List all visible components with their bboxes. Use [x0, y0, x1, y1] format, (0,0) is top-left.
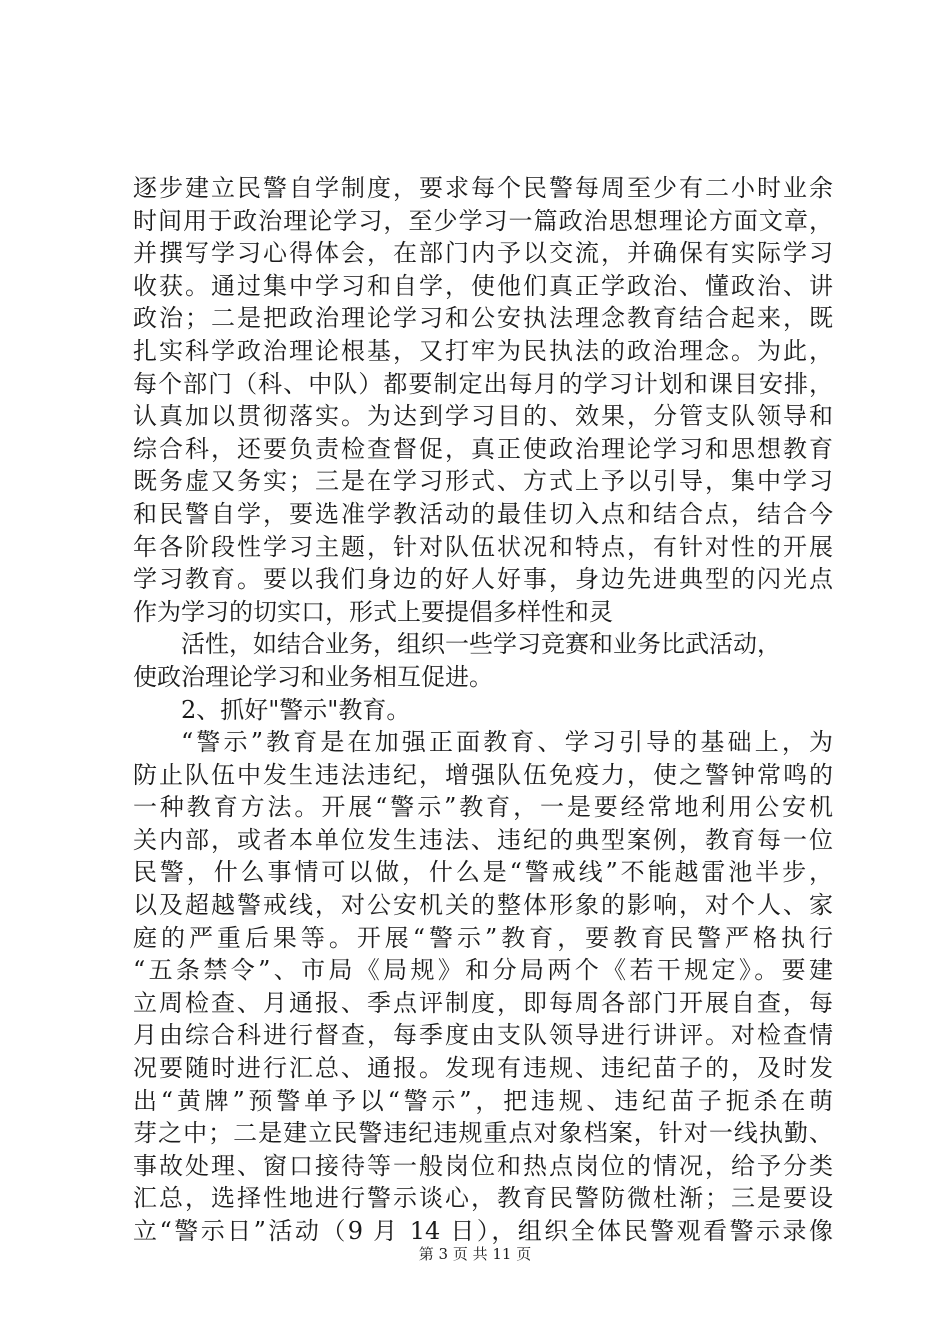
text-line: 活性，如结合业务，组织一些学习竞赛和业务比武活动，: [181, 630, 781, 659]
text-line: 汇总，选择性地进行警示谈心，教育民警防微杜渐；三是要设: [133, 1184, 833, 1213]
text-line: 学习教育。要以我们身边的好人好事，身边先进典型的闪光点: [133, 565, 833, 594]
text-line: 以及超越警戒线，对公安机关的整体形象的影响，对个人、家: [133, 891, 833, 920]
text-line: 立周检查、月通报、季点评制度，即每周各部门开展自查，每: [133, 988, 833, 1017]
text-line: 防止队伍中发生违法违纪，增强队伍免疫力，使之警钟常鸣的: [133, 760, 833, 789]
text-line: 和民警自学，要选准学教活动的最佳切入点和结合点，结合今: [133, 499, 833, 528]
text-line: 认真加以贯彻落实。为达到学习目的、效果，分管支队领导和: [133, 402, 833, 431]
text-line: 2、抓好"警示"教育。: [181, 695, 411, 724]
text-line: 政治；二是把政治理论学习和公安执法理念教育结合起来，既: [133, 304, 833, 333]
page-footer: 第 3 页 共 11 页: [418, 1245, 532, 1263]
text-line: 民警，什么事情可以做，什么是“警戒线”不能越雷池半步，: [133, 858, 833, 887]
text-line: 作为学习的切实口，形式上要提倡多样性和灵: [133, 597, 613, 626]
text-line: 关内部，或者本单位发生违法、违纪的典型案例，教育每一位: [133, 825, 833, 854]
text-line: 综合科，还要负责检查督促，真正使政治理论学习和思想教育: [133, 434, 833, 463]
text-line: 一种教育方法。开展“警示”教育，一是要经常地利用公安机: [133, 793, 833, 822]
text-line: 庭的严重后果等。开展“警示”教育，要教育民警严格执行: [133, 923, 833, 952]
text-line: 况要随时进行汇总、通报。发现有违规、违纪苗子的，及时发: [133, 1054, 833, 1083]
text-line: “警示”教育是在加强正面教育、学习引导的基础上，为: [181, 728, 833, 757]
text-line: 月由综合科进行督查，每季度由支队领导进行讲评。对检查情: [133, 1021, 833, 1050]
text-line: 年各阶段性学习主题，针对队伍状况和特点，有针对性的开展: [133, 532, 833, 561]
text-line: 既务虚又务实；三是在学习形式、方式上予以引导，集中学习: [133, 467, 833, 496]
text-line: 事故处理、窗口接待等一般岗位和热点岗位的情况，给予分类: [133, 1151, 833, 1180]
text-line: 每个部门（科、中队）都要制定出每月的学习计划和课目安排，: [133, 369, 833, 398]
text-line: 时间用于政治理论学习，至少学习一篇政治思想理论方面文章，: [133, 206, 833, 235]
text-line: 并撰写学习心得体会，在部门内予以交流，并确保有实际学习: [133, 239, 833, 268]
text-line: 出“黄牌”预警单予以“警示”，把违规、违纪苗子扼杀在萌: [133, 1086, 833, 1115]
text-line: 使政治理论学习和业务相互促进。: [133, 662, 493, 691]
text-line: “五条禁令”、市局《局规》和分局两个《若干规定》。要建: [133, 956, 833, 985]
document-body: [133, 172, 833, 1248]
text-line: 逐步建立民警自学制度，要求每个民警每周至少有二小时业余: [133, 174, 833, 202]
text-line: 收获。通过集中学习和自学，使他们真正学政治、懂政治、讲: [133, 271, 833, 300]
text-line: 立“警示日”活动（9 月 14 日），组织全体民警观看警示录像: [133, 1217, 833, 1245]
text-line: 扎实科学政治理论根基，又打牢为民执法的政治理念。为此，: [133, 336, 833, 365]
text-line: 芽之中；二是建立民警违纪违规重点对象档案，针对一线执勤、: [133, 1119, 833, 1148]
